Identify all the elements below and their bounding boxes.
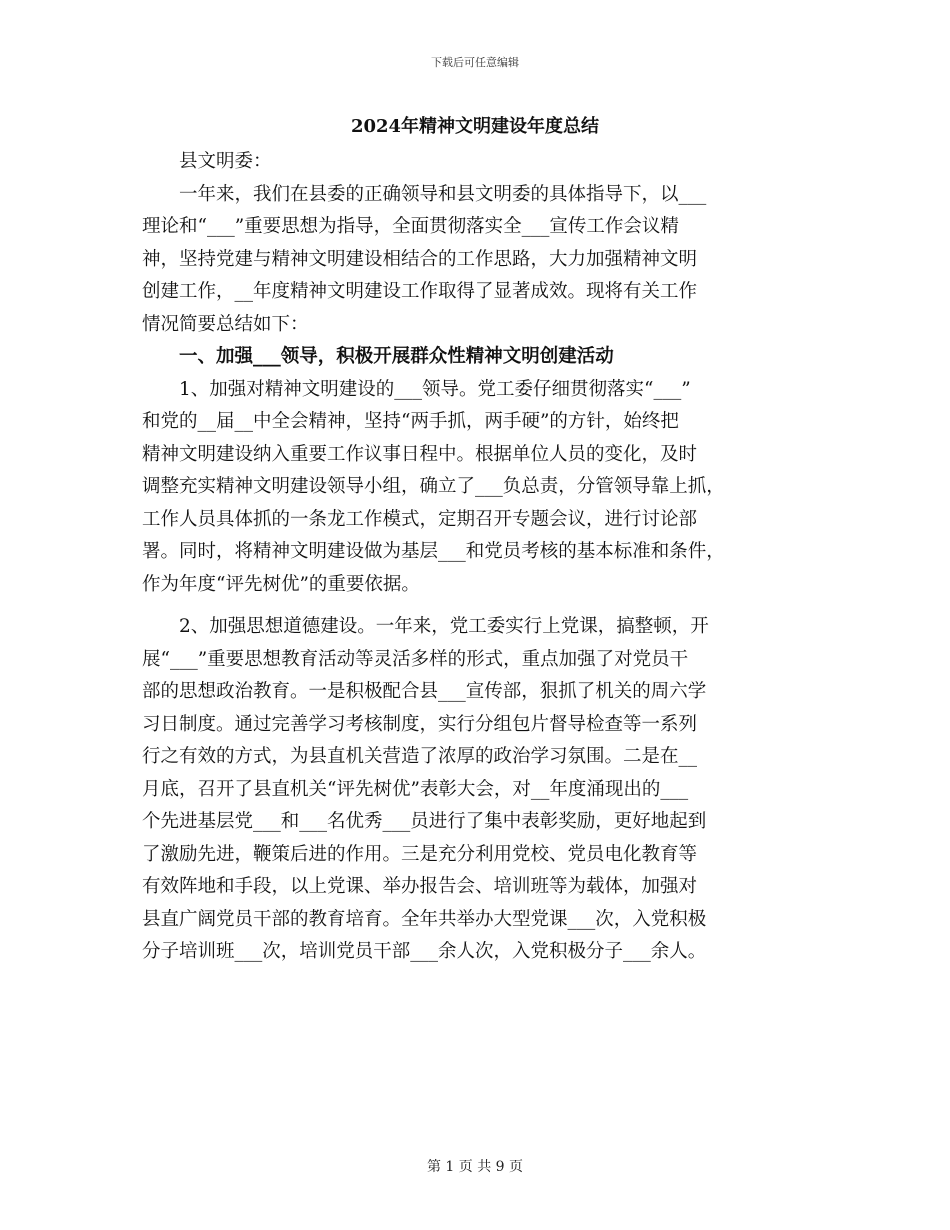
text-line: 情况简要总结如下： — [142, 313, 309, 335]
salutation: 县文明委： — [179, 151, 272, 172]
text-line: 一年来，我们在县委的正确领导和县文明委的具体指导下，以___ — [179, 183, 707, 205]
text-line: 行之有效的方式，为县直机关营造了浓厚的政治学习氛围。二是在__ — [142, 746, 698, 767]
paragraph-1 — [142, 374, 808, 602]
text-line: 展“___”重要思想教育活动等灵活多样的形式，重点加强了对党员干 — [142, 648, 689, 670]
section-heading: 一、加强___领导，积极开展群众性精神文明创建活动 — [179, 346, 614, 367]
text-line: 有效阵地和手段，以上党课、举办报告会、培训班等为载体，加强对 — [142, 876, 698, 897]
text-line: 月底，召开了县直机关“评先树优”表彰大会，对__年度涌现出的___ — [142, 778, 689, 800]
text-line: 作为年度“评先树优”的重要依据。 — [142, 573, 420, 595]
page-number: 第 1 页 共 9 页 — [426, 1159, 524, 1175]
intro-paragraph — [142, 179, 808, 342]
text-line: 和党的__届__中全会精神，坚持“两手抓，两手硬”的方针，始终把 — [142, 411, 679, 432]
text-line: 习日制度。通过完善学习考核制度，实行分组包片督导检查等一系列 — [142, 713, 698, 735]
text-line: 创建工作，__年度精神文明建设工作取得了显著成效。现将有关工作 — [142, 281, 698, 302]
document-title: 2024年精神文明建设年度总结 — [350, 116, 600, 137]
text-line: 县直广阔党员干部的教育培育。全年共举办大型党课___次，入党积极 — [142, 908, 707, 930]
text-line: 个先进基层党___和___名优秀___员进行了集中表彰奖励，更好地起到 — [142, 811, 707, 832]
paragraph-gap — [142, 601, 808, 611]
text-line: 工作人员具体抓的一条龙工作模式，定期召开专题会议，进行讨论部 — [142, 508, 698, 530]
page-header-note: 下载后可任意编辑 — [431, 56, 519, 69]
text-line: 部的思想政治教育。一是积极配合县___宣传部，狠抓了机关的周六学 — [142, 681, 707, 702]
document-body — [142, 112, 808, 969]
text-line: 神，坚持党建与精神文明建设相结合的工作思路，大力加强精神文明 — [142, 248, 698, 270]
text-line: 分子培训班___次，培训党员干部___余人次，入党积极分子___余人。 — [142, 941, 707, 962]
text-line: 了激励先进，鞭策后进的作用。三是充分利用党校、党员电化教育等 — [142, 843, 698, 865]
text-line: 理论和“___”重要思想为指导，全面贯彻落实全___宣传工作会议精 — [142, 216, 679, 237]
text-line: 2、加强思想道德建设。一年来，党工委实行上党课，搞整顿，开 — [179, 616, 709, 637]
text-line: 1、加强对精神文明建设的___领导。党工委仔细贯彻落实“___” — [179, 378, 691, 400]
text-line: 署。同时，将精神文明建设做为基层___和党员考核的基本标准和条件， — [142, 541, 725, 562]
text-line: 调整充实精神文明建设领导小组，确立了___负总责，分管领导靠上抓， — [142, 476, 725, 497]
text-line: 精神文明建设纳入重要工作议事日程中。根据单位人员的变化，及时 — [142, 443, 698, 465]
paragraph-2 — [142, 611, 808, 969]
